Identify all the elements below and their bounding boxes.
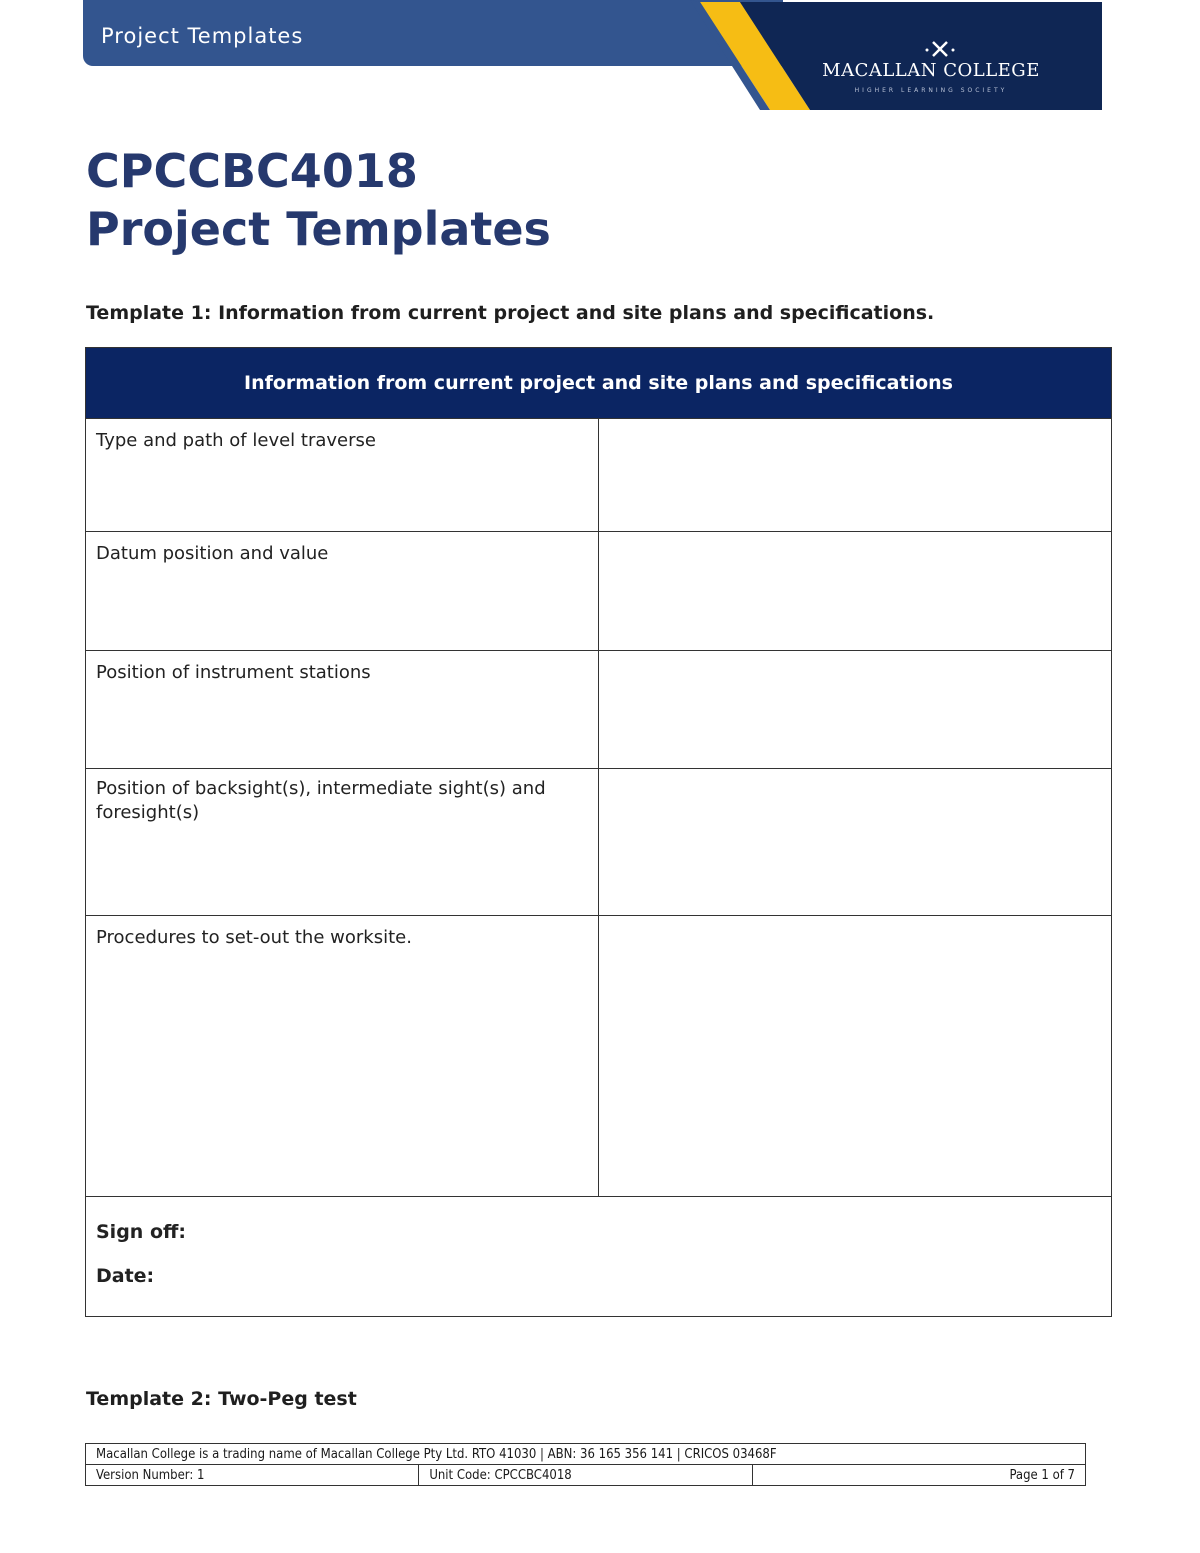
table-row xyxy=(86,651,1112,769)
table-row xyxy=(86,419,1112,532)
template2-heading: Template 2: Two-Peg test xyxy=(86,1388,357,1410)
hammer-wrench-icon xyxy=(923,38,959,60)
template1-table xyxy=(85,347,1112,1317)
signoff-row xyxy=(86,1197,1112,1317)
logo-tagline: HIGHER LEARNING SOCIETY xyxy=(854,87,1008,94)
footer-legal-line: Macallan College is a trading name of Macallan College Pty Ltd. RTO 41030 | ABN: 36 165 356 141 | CRICOS 03468F xyxy=(86,1444,1086,1465)
row-input-sights[interactable] xyxy=(599,769,1112,916)
row-input-procedures[interactable] xyxy=(599,916,1112,1197)
footer-unit-code: Unit Code: CPCCBC4018 xyxy=(419,1465,752,1486)
footer-page-number: Page 1 of 7 xyxy=(752,1465,1085,1486)
row-input-instrument-stations[interactable] xyxy=(599,651,1112,769)
logo-name: MACALLAN COLLEGE xyxy=(822,60,1040,81)
page-title xyxy=(86,142,551,258)
table-header-row xyxy=(86,348,1112,419)
row-input-traverse[interactable] xyxy=(599,419,1112,532)
header-title: Project Templates xyxy=(101,24,304,48)
signoff-cell[interactable] xyxy=(86,1197,1112,1317)
row-label-instrument-stations: Position of instrument stations xyxy=(86,651,599,769)
footer-row xyxy=(86,1465,1086,1486)
document-title: Project Templates xyxy=(86,202,551,256)
row-label-datum: Datum position and value xyxy=(86,532,599,651)
footer-row xyxy=(86,1444,1086,1465)
row-input-datum[interactable] xyxy=(599,532,1112,651)
page-footer xyxy=(85,1443,1086,1486)
sign-off-label: Sign off: xyxy=(96,1221,186,1243)
row-label-sights: Position of backsight(s), intermediate sight(s) and foresight(s) xyxy=(86,769,599,916)
table-row xyxy=(86,532,1112,651)
table-row xyxy=(86,916,1112,1197)
row-label-traverse: Type and path of level traverse xyxy=(86,419,599,532)
row-label-procedures: Procedures to set-out the worksite. xyxy=(86,916,599,1197)
template1-heading: Template 1: Information from current project and site plans and specifications. xyxy=(86,302,935,324)
college-logo xyxy=(760,0,1102,110)
unit-code-title: CPCCBC4018 xyxy=(86,144,418,198)
date-label: Date: xyxy=(96,1265,155,1287)
table-header: Information from current project and site plans and specifications xyxy=(86,348,1112,419)
footer-version: Version Number: 1 xyxy=(86,1465,419,1486)
table-row xyxy=(86,769,1112,916)
